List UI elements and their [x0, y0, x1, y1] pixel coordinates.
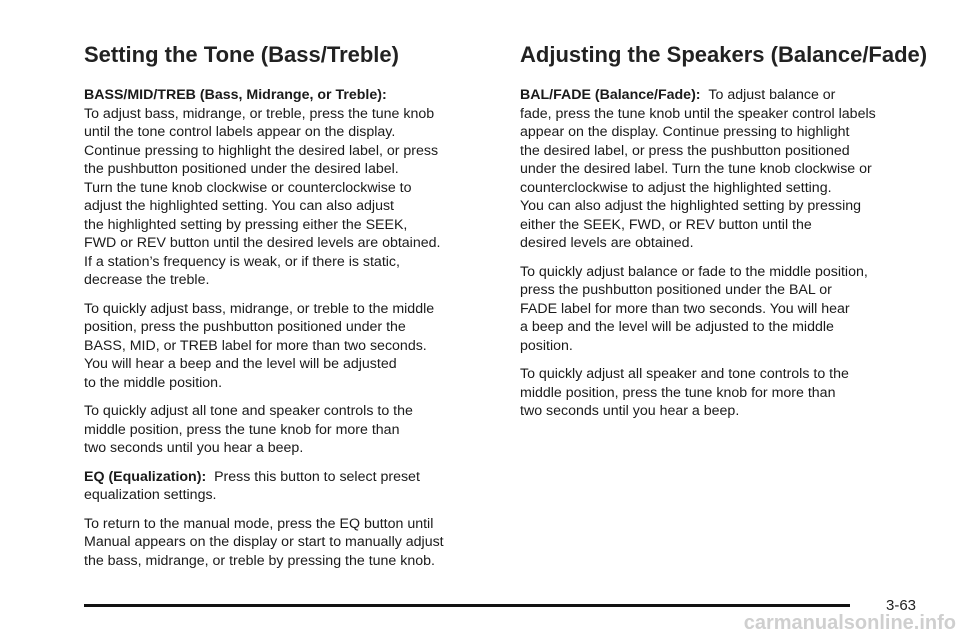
paragraph-line: under the desired label. Turn the tune knob clockwise or	[520, 161, 872, 177]
paragraph-line: a beep and the level will be adjusted to the middle	[520, 319, 834, 335]
paragraph-line: decrease the treble.	[84, 272, 210, 288]
right-column	[520, 40, 932, 431]
paragraph-line: To quickly adjust all speaker and tone controls to the	[520, 366, 849, 382]
paragraph-line: If a station’s frequency is weak, or if there is static,	[84, 253, 400, 270]
paragraph-line: to the middle position.	[84, 374, 223, 391]
bal-fade-term: BAL/FADE (Balance/Fade):	[520, 87, 701, 103]
paragraph-line	[84, 468, 492, 487]
eq-text: Press this button to select preset	[214, 468, 420, 485]
paragraph-line: Manual appears on the display or start to manually adjust	[84, 534, 444, 550]
bal-fade-text: To adjust balance or	[708, 87, 836, 103]
paragraph-line: two seconds until you hear a beep.	[84, 440, 304, 456]
paragraph-line: appear on the display. Continue pressing to highlight	[520, 124, 850, 140]
bal-fade-paragraph	[520, 86, 932, 253]
paragraph-line: the desired label, or press the pushbutton positioned	[520, 142, 850, 159]
paragraph-line: BASS, MID, or TREB label for more than two seconds.	[84, 337, 427, 354]
paragraph-line: position.	[520, 337, 573, 354]
paragraph-line: middle position, press the tune knob for more than	[520, 384, 836, 401]
speakers-heading: Adjusting the Speakers (Balance/Fade)	[520, 42, 928, 67]
manual-mode-paragraph	[84, 515, 492, 571]
quick-adjust-tone-paragraph	[84, 300, 492, 393]
paragraph-line: To quickly adjust balance or fade to the middle position,	[520, 263, 868, 280]
paragraph-line: Continue pressing to highlight the desired label, or press	[84, 142, 439, 159]
paragraph-line: FADE label for more than two seconds. You will hear	[520, 300, 850, 317]
reset-speaker-controls-paragraph	[520, 365, 932, 421]
paragraph-line: To return to the manual mode, press the EQ button until	[84, 515, 434, 532]
paragraph-line: You can also adjust the highlighted setting by pressing	[520, 198, 861, 214]
paragraph-line: To quickly adjust bass, midrange, or treble to the middle	[84, 300, 435, 317]
paragraph-line: position, press the pushbutton positioned under the	[84, 319, 406, 335]
paragraph-line: FWD or REV button until the desired levels are obtained.	[84, 235, 441, 251]
reset-all-controls-paragraph	[84, 402, 492, 458]
paragraph-line: the pushbutton positioned under the desired label.	[84, 161, 399, 177]
paragraph-line: To quickly adjust all tone and speaker controls to the	[84, 403, 413, 419]
left-column	[84, 40, 492, 580]
paragraph-line: middle position, press the tune knob for more than	[84, 421, 400, 438]
watermark: carmanualsonline.info	[743, 612, 956, 634]
paragraph-line: either the SEEK, FWD, or REV button until the	[520, 216, 812, 233]
paragraph-line: the highlighted setting by pressing either the SEEK,	[84, 216, 408, 233]
paragraph-line: counterclockwise to adjust the highlighted setting.	[520, 179, 832, 196]
paragraph-line: equalization settings.	[84, 487, 217, 503]
quick-adjust-balance-paragraph	[520, 263, 932, 356]
tone-heading: Setting the Tone (Bass/Treble)	[84, 42, 399, 67]
page-number: 3-63	[886, 597, 917, 614]
paragraph-line: To adjust bass, midrange, or treble, press the tune knob	[84, 105, 435, 122]
footer-rule	[84, 604, 850, 607]
eq-paragraph	[84, 468, 492, 505]
paragraph-line: adjust the highlighted setting. You can also adjust	[84, 198, 394, 214]
eq-term: EQ (Equalization):	[84, 468, 207, 485]
paragraph-line: until the tone control labels appear on the display.	[84, 124, 396, 140]
bass-mid-treb-paragraph	[84, 86, 492, 290]
paragraph-line: Turn the tune knob clockwise or counterclockwise to	[84, 179, 412, 196]
paragraph-line: press the pushbutton positioned under the BAL or	[520, 282, 832, 298]
paragraph-line	[520, 86, 932, 105]
paragraph-line: two seconds until you hear a beep.	[520, 403, 740, 419]
paragraph-line: desired levels are obtained.	[520, 235, 694, 251]
paragraph-line: You will hear a beep and the level will be adjusted	[84, 356, 397, 372]
bass-mid-treb-term: BASS/MID/TREB (Bass, Midrange, or Treble):	[84, 87, 387, 103]
paragraph-line: fade, press the tune knob until the speaker control labels	[520, 105, 876, 122]
paragraph-line: the bass, midrange, or treble by pressing the tune knob.	[84, 552, 435, 569]
